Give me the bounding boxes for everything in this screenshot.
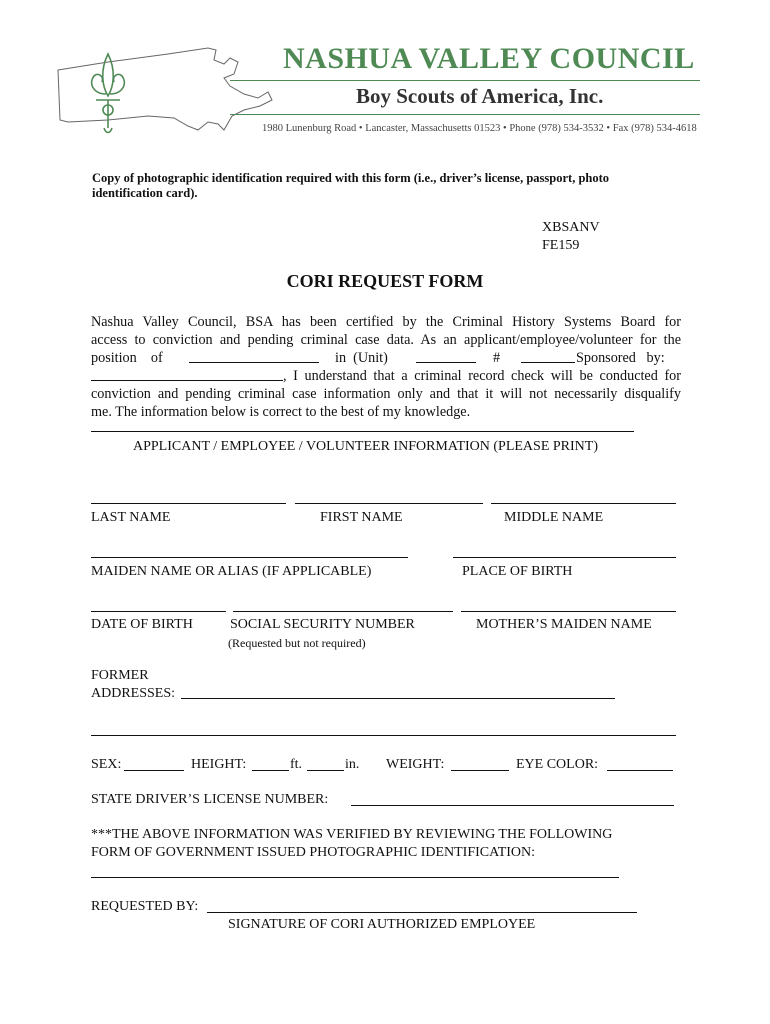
intro-hash-label: # — [493, 350, 501, 366]
position-field[interactable] — [189, 362, 319, 363]
height-ft-unit: ft. — [290, 757, 303, 772]
signature-label: SIGNATURE OF CORI AUTHORIZED EMPLOYEE — [228, 917, 536, 932]
sex-label: SEX: — [91, 757, 122, 772]
fleur-de-lis-over-massachusetts-map-icon — [48, 40, 278, 140]
id-type-field[interactable] — [91, 877, 619, 878]
sex-field[interactable] — [124, 770, 184, 771]
form-code-2: FE159 — [542, 238, 580, 253]
ssn-label: SOCIAL SECURITY NUMBER — [230, 617, 415, 632]
unit-field[interactable] — [416, 362, 476, 363]
place-of-birth-label: PLACE OF BIRTH — [462, 564, 573, 579]
sponsored-by-field[interactable] — [91, 380, 283, 381]
ssn-field[interactable] — [233, 611, 453, 612]
verified-line-1: ***THE ABOVE INFORMATION WAS VERIFIED BY REVIEWING THE FOLLOWING — [91, 827, 613, 842]
header-rule-top — [230, 80, 700, 81]
height-in-unit: in. — [345, 757, 360, 772]
verified-line-2: FORM OF GOVERNMENT ISSUED PHOTOGRAPHIC IDENTIFICATION: — [91, 845, 536, 860]
intro-line-2: access to conviction and pending criminal case data. As an applicant/employee/volunteer for the — [91, 332, 681, 348]
intro-line-4: , I understand that a criminal record check will be conducted for — [283, 368, 681, 384]
height-ft-field[interactable] — [252, 770, 289, 771]
last-name-field[interactable] — [91, 503, 286, 504]
intro-position-label: position of — [91, 350, 163, 366]
mothers-maiden-field[interactable] — [461, 611, 676, 612]
middle-name-label: MIDDLE NAME — [504, 510, 604, 525]
intro-line-5: conviction and pending criminal case information only and that it will not necessarily disqualify — [91, 386, 681, 402]
mothers-maiden-label: MOTHER’S MAIDEN NAME — [476, 617, 652, 632]
form-title: CORI REQUEST FORM — [286, 271, 484, 291]
height-label: HEIGHT: — [191, 757, 247, 772]
date-of-birth-label: DATE OF BIRTH — [91, 617, 193, 632]
weight-field[interactable] — [451, 770, 509, 771]
maiden-name-label: MAIDEN NAME OR ALIAS (IF APPLICABLE) — [91, 564, 372, 579]
first-name-label: FIRST NAME — [320, 510, 403, 525]
former-label-2: ADDRESSES: — [91, 686, 176, 701]
intro-line-1: Nashua Valley Council, BSA has been certified by the Criminal History Systems Board for — [91, 314, 681, 330]
requested-by-label: REQUESTED BY: — [91, 899, 199, 914]
license-field[interactable] — [351, 805, 674, 806]
eye-color-label: EYE COLOR: — [516, 757, 599, 772]
last-name-label: LAST NAME — [91, 510, 171, 525]
ssn-note: (Requested but not required) — [228, 636, 366, 650]
first-name-field[interactable] — [295, 503, 483, 504]
form-code-1: XBSANV — [542, 220, 600, 235]
intro-sponsored-label: Sponsored by: — [576, 350, 665, 366]
section-heading: APPLICANT / EMPLOYEE / VOLUNTEER INFORMATION (PLEASE PRINT) — [133, 439, 598, 454]
place-of-birth-field[interactable] — [453, 557, 676, 558]
unit-number-field[interactable] — [521, 362, 575, 363]
org-name: Boy Scouts of America, Inc. — [356, 84, 604, 108]
weight-label: WEIGHT: — [386, 757, 445, 772]
intro-line-6: me. The information below is correct to the best of my knowledge. — [91, 404, 471, 420]
council-address: 1980 Lunenburg Road • Lancaster, Massachusetts 01523 • Phone (978) 534-3532 • Fax (978) 534-4618 — [262, 123, 697, 134]
date-of-birth-field[interactable] — [91, 611, 226, 612]
former-addresses-field-2[interactable] — [91, 735, 676, 736]
former-label-1: FORMER — [91, 668, 149, 683]
eye-color-field[interactable] — [607, 770, 673, 771]
license-label: STATE DRIVER’S LICENSE NUMBER: — [91, 792, 329, 807]
maiden-name-field[interactable] — [91, 557, 408, 558]
section-divider — [91, 431, 634, 432]
header-rule-bottom — [230, 114, 700, 115]
middle-name-field[interactable] — [491, 503, 676, 504]
height-in-field[interactable] — [307, 770, 344, 771]
former-addresses-field[interactable] — [181, 698, 615, 699]
intro-unit-label: in (Unit) — [335, 350, 388, 366]
council-name: NASHUA VALLEY COUNCIL — [283, 42, 695, 75]
photo-id-notice: Copy of photographic identification required with this form (i.e., driver’s license, passport, photo identification card). — [92, 171, 610, 200]
requested-by-field[interactable] — [207, 912, 637, 913]
